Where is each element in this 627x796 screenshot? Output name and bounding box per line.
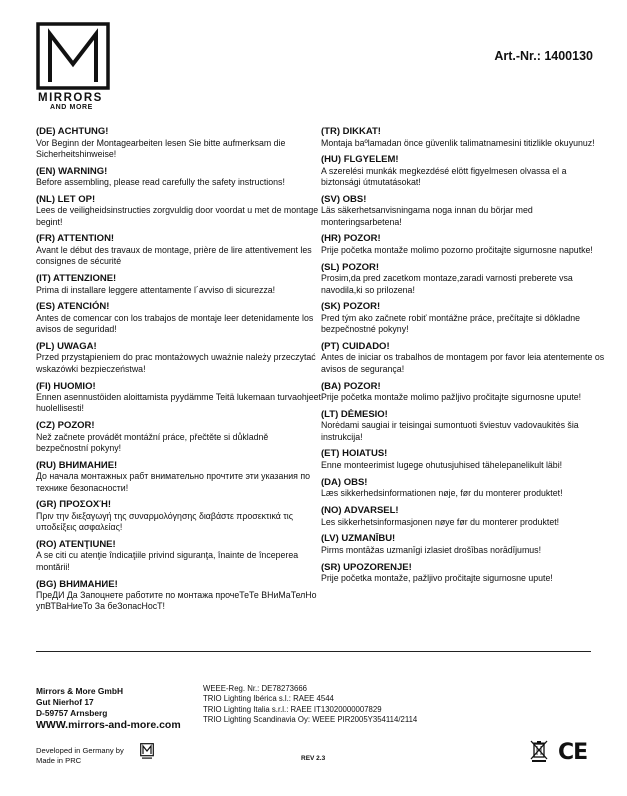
warning-block — [36, 301, 321, 335]
warning-block — [36, 273, 321, 296]
warning-text: A szerelési munkák megkezdésé elött figyelmesen olvassa el a biztonsági útmutatásokat! — [321, 165, 567, 188]
warning-block — [321, 409, 606, 443]
weee-line: WEEE-Reg. Nr.: DE78273666 — [203, 684, 308, 693]
company-website-link[interactable]: WWW.mirrors-and-more.com — [36, 719, 181, 732]
warning-text: Prije početka montaže molimo pozorno pročitajte sigurnosne naputke! — [321, 244, 593, 255]
warning-heading: (FI) HUOMIO! — [36, 380, 96, 392]
ce-mark: CE — [558, 740, 588, 765]
warning-text: Læs sikkerhedsinformationen nøje, før du monterer produktet! — [321, 488, 563, 499]
warning-block — [321, 341, 606, 375]
warning-heading: (HU) FLGYELEM! — [321, 154, 399, 166]
warning-heading: (SV) OBS! — [321, 193, 367, 205]
company-name: Mirrors & More GmbH — [36, 686, 124, 696]
logo-subtitle: AND MORE — [50, 104, 93, 111]
warning-text: Before assembling, please read carefully the safety instructions! — [36, 177, 285, 188]
warnings-right-column — [321, 126, 606, 590]
warning-text: До начала монтажных рабт внимательно прочтите эти указания по технике безопасности! — [36, 471, 310, 493]
weee-line: TRIO Lighting Scandinavia Oy: WEEE PIR2005Y354114/2114 — [203, 714, 418, 724]
warning-block — [36, 233, 321, 267]
revision-label: REV 2.3 — [301, 755, 326, 762]
warning-text: Vor Beginn der Montagearbeiten lesen Sie bitte aufmerksam die Sicherheitshinweise! — [36, 137, 286, 159]
warning-block — [321, 154, 606, 188]
warning-block — [321, 562, 606, 585]
warning-text: Než začnete provádět montážní práce, přečtěte si důkladně bezpečnostní pokyny! — [36, 431, 269, 453]
warning-text: Przed przystąpieniem do prac montażowych uważnie należy przeczytać wskazówki bezpieczeństwa! — [36, 352, 316, 374]
warning-heading: (NO) ADVARSEL! — [321, 505, 399, 517]
warning-text: Antes de iniciar os trabalhos de montagem por favor leia atentemente os avisos de segurança! — [321, 352, 605, 374]
warning-heading: (EN) WARNING! — [36, 165, 108, 177]
warning-text: Prosim,da pred zacetkom montaze,zaradi varnosti preberete vsa navodila,ki so prilozena! — [321, 273, 573, 295]
warning-heading: (SK) POZOR! — [321, 301, 381, 313]
warning-text: Prije početka montaže molimo pažljivo pročitajte sigurnosne upute! — [321, 392, 582, 403]
footer-divider — [36, 651, 591, 652]
warning-text: Prima di installare leggere attentamente l´avviso di sicurezza! — [36, 284, 276, 295]
weee-registrations — [203, 684, 417, 725]
warning-text: Prije početka montaže, pažljivo pročitajte sigurnosne upute! — [321, 573, 553, 584]
origin-note — [36, 746, 124, 765]
warning-block — [321, 533, 606, 556]
warning-heading: (IT) ATTENZIONE! — [36, 273, 117, 285]
brand-logo — [36, 22, 114, 111]
warning-text: Lees de veiligheidsinstructies zorgvuldig door voordat u met de montage begint! — [36, 205, 319, 227]
warning-block — [321, 448, 606, 471]
warning-block — [321, 381, 606, 404]
warning-heading: (DA) OBS! — [321, 476, 368, 488]
warning-heading: (BG) ВНИМАНИЕ! — [36, 578, 118, 590]
warning-text: Les sikkerhetsinformasjonen nøye før du monterer produktet! — [321, 516, 560, 527]
warning-text: Pred tým ako začnete robiť montážne práce, prečítajte si dôkladne bezpečnostné pokyny! — [321, 312, 581, 335]
article-number: Art.-Nr.: 1400130 — [494, 49, 593, 63]
company-city: D-59757 Arnsberg — [36, 707, 108, 718]
warning-block — [321, 194, 606, 228]
warning-text: Antes de comencar con los trabajos de montaje leer detenidamente los avisos de seguridad! — [36, 312, 314, 335]
warning-block — [36, 341, 321, 375]
warning-block — [321, 126, 606, 149]
warning-block — [321, 477, 606, 500]
warning-block — [36, 460, 321, 494]
company-street: Gut Nierhof 17 — [36, 696, 94, 707]
warning-block — [36, 194, 321, 228]
weee-line: TRIO Lighting Italia s.r.l.: RAEE IT13020000007829 — [203, 704, 382, 714]
developed-in-text: Developed in Germany by — [36, 746, 124, 755]
warning-heading: (DE) ACHTUNG! — [36, 126, 109, 137]
warning-text: Ennen asennustöiden aloittamista pyydämme Teitä lukemaan turvaohjeet huolellisesti! — [36, 392, 321, 414]
warning-heading: (HR) POZOR! — [321, 233, 381, 245]
warning-block — [321, 233, 606, 256]
weee-crossed-bin-icon — [529, 739, 549, 768]
warning-block — [36, 579, 321, 613]
warning-block — [36, 539, 321, 573]
warning-heading: (RU) ВНИМАНИЕ! — [36, 459, 118, 471]
warning-block — [36, 166, 321, 189]
warning-heading: (NL) LET OP! — [36, 193, 96, 205]
warning-heading: (TR) DIKKAT! — [321, 126, 381, 137]
warning-text: Πριν την διεξαγωγή της συναρμολόγησης διαβάστε προσεκτικά τις υποδείξεις ασφαλείας! — [36, 510, 293, 533]
weee-line: TRIO Lighting Ibérica s.l.: RAEE 4544 — [203, 694, 334, 704]
warning-block — [36, 499, 321, 533]
warnings-left-column — [36, 126, 321, 618]
warning-heading: (CZ) POZOR! — [36, 420, 95, 432]
warning-heading: (ET) HOIATUS! — [321, 448, 388, 460]
warning-text: ПреДИ Да Запоцнете работите по монтажа прочеТеТе ВНиМаТелНо упВТВаНиеТо За беЗопасНосТ! — [36, 590, 317, 612]
warning-block — [36, 420, 321, 454]
warning-heading: (FR) ATTENTION! — [36, 233, 115, 245]
warning-heading: (SR) UPOZORENJE! — [321, 561, 412, 573]
warning-block — [321, 505, 606, 528]
warning-text: Montaja baºlamadan önce güvenlik talimatnamesini titizlikle okuyunuz! — [321, 137, 595, 148]
warning-block — [36, 381, 321, 415]
warning-text: Läs säkerhetsanvisningama noga innan du börjar med monteringsarbetena! — [321, 205, 533, 227]
warning-text: Enne monteerimist lugege ohutusjuhised tähelepanelikult läbi! — [321, 459, 563, 470]
warning-block — [321, 301, 606, 335]
warning-block — [36, 126, 321, 160]
warning-heading: (PT) CUIDADO! — [321, 340, 390, 352]
warning-text: Norėdami saugiai ir teisingai sumontuoti šviestuv vadovaukitės šia instrukcija! — [321, 420, 579, 442]
warning-heading: (BA) POZOR! — [321, 380, 381, 392]
company-address — [36, 686, 181, 731]
logo-name: MIRRORS — [38, 92, 103, 104]
warning-heading: (SL) POZOR! — [321, 261, 380, 273]
warning-heading: (PL) UWAGA! — [36, 340, 97, 352]
warning-heading: (RO) ATENŢIUNE! — [36, 538, 116, 550]
warning-heading: (LV) UZMANĪBU! — [321, 533, 396, 545]
warning-heading: (LT) DĖMESIO! — [321, 408, 388, 420]
mini-logo-icon — [140, 743, 154, 766]
warning-heading: (GR) ΠΡΟΣΟΧΉ! — [36, 499, 111, 511]
warning-block — [321, 262, 606, 296]
warning-heading: (ES) ATENCIÓN! — [36, 301, 110, 313]
mirrors-logo-mark-icon — [36, 22, 110, 90]
warning-text: Avant le début des travaux de montage, prière de lire attentivement les consignes de sécurité — [36, 244, 312, 267]
made-in-text: Made in PRC — [36, 755, 82, 765]
warning-text: A se citi cu atenţie îndicaţiile privind siguranţa, înainte de începerea montării! — [36, 550, 299, 572]
warning-text: Pirms montāžas uzmanīgi izlasiet drošības norādījumus! — [321, 544, 542, 555]
